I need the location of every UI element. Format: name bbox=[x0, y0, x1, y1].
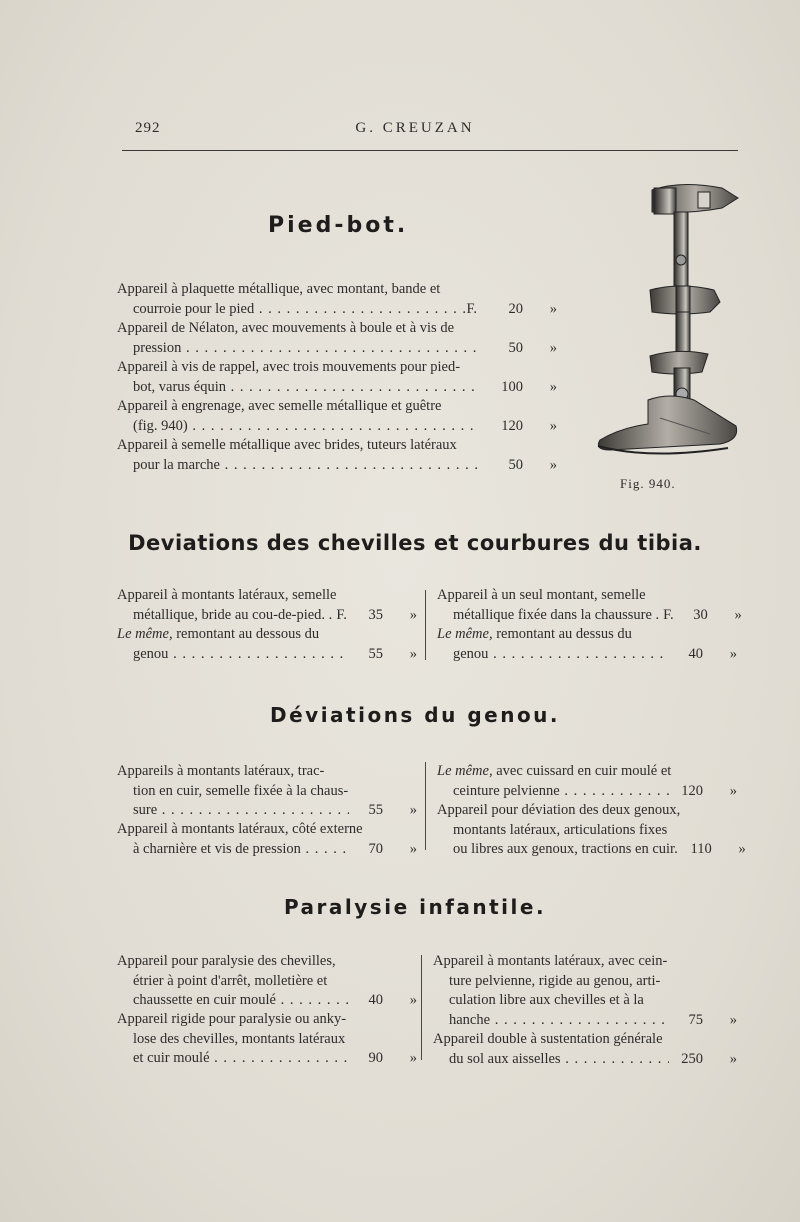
price: 120 bbox=[501, 417, 523, 434]
entry-text: étrier à point d'arrêt, molletière et bbox=[133, 972, 328, 989]
entry-text: métallique fixée dans la chaussure . bbox=[453, 606, 660, 623]
entry-text: métallique, bride au cou-de-pied. . bbox=[133, 606, 333, 623]
leg-brace-illustration-icon bbox=[590, 178, 750, 473]
price-unit: » bbox=[729, 782, 737, 799]
price: 50 bbox=[508, 456, 523, 473]
entry-text-italic: Le même, bbox=[437, 626, 493, 642]
entry-text: remontant au dessous du bbox=[172, 626, 320, 642]
price: 110 bbox=[690, 841, 712, 857]
price-unit: » bbox=[409, 840, 417, 857]
price: 120 bbox=[681, 782, 703, 799]
price: 75 bbox=[688, 1011, 703, 1028]
entry-text: genou . . . bbox=[453, 645, 669, 665]
price-unit: » bbox=[734, 606, 742, 623]
entry-text: tion en cuir, semelle fixée à la chaus- bbox=[133, 782, 349, 799]
entry-text: Appareil à engrenage, avec semelle métallique et guêtre bbox=[117, 398, 442, 414]
entry-text: Appareil à vis de rappel, avec trois mouvements pour pied- bbox=[117, 359, 461, 375]
price-unit: » bbox=[409, 606, 417, 623]
entry-chevilles-left-1 bbox=[117, 586, 417, 625]
entry-pied-bot-5 bbox=[117, 436, 557, 475]
column-divider bbox=[425, 762, 426, 850]
entry-text: sure . . . bbox=[133, 801, 349, 821]
entry-text: pour la marche . . . bbox=[133, 456, 477, 476]
price: 100 bbox=[501, 378, 523, 395]
currency-label: F. bbox=[663, 606, 674, 623]
entry-text: ture pelvienne, rigide au genou, arti- bbox=[449, 972, 661, 989]
section-title-chevilles: Deviations des chevilles et courbures du tibia. bbox=[128, 531, 702, 555]
entry-text: Appareil à un seul montant, semelle bbox=[437, 587, 646, 603]
entry-text: remontant au dessus du bbox=[492, 626, 632, 642]
entry-text: Appareil à montants latéraux, semelle bbox=[117, 587, 337, 603]
entry-text: et cuir moulé . . . bbox=[133, 1049, 349, 1069]
header-rule bbox=[122, 150, 738, 151]
page-number: 292 bbox=[135, 120, 161, 136]
entry-text: bot, varus équin . . . bbox=[133, 378, 477, 398]
price: 30 bbox=[693, 606, 708, 623]
entry-text: Appareil pour paralysie des chevilles, bbox=[117, 953, 336, 969]
entry-pied-bot-4 bbox=[117, 397, 557, 436]
price-unit: » bbox=[549, 417, 557, 434]
entry-text: lose des chevilles, montants latéraux bbox=[133, 1030, 346, 1047]
column-divider bbox=[421, 955, 422, 1060]
entry-text: avec cuissard en cuir moulé et bbox=[492, 763, 672, 779]
price-unit: » bbox=[729, 645, 737, 662]
price-unit: » bbox=[549, 339, 557, 356]
entry-pied-bot-2 bbox=[117, 319, 557, 358]
entry-text: Appareil à plaquette métallique, avec montant, bande et bbox=[117, 281, 441, 297]
entry-text: du sol aux aisselles . . . bbox=[449, 1050, 669, 1070]
entry-paralysie-right-1 bbox=[433, 952, 737, 1030]
entry-text: Appareil pour déviation des deux genoux, bbox=[437, 802, 681, 818]
entry-text: à charnière et vis de pression . . . bbox=[133, 840, 349, 860]
entry-paralysie-right-2 bbox=[433, 1030, 737, 1069]
entry-genou-right-1 bbox=[437, 762, 737, 801]
entry-text: chaussette en cuir moulé . . . bbox=[133, 991, 349, 1011]
price: 40 bbox=[688, 645, 703, 662]
price-unit: » bbox=[729, 1011, 737, 1028]
entry-text: Appareil à semelle métallique avec brides, tuteurs latéraux bbox=[117, 437, 457, 453]
column-divider bbox=[425, 590, 426, 660]
price-unit: » bbox=[409, 802, 417, 818]
price: 55 bbox=[368, 802, 383, 818]
entry-text: pression . . . bbox=[133, 339, 477, 359]
price: 250 bbox=[681, 1050, 703, 1067]
entry-pied-bot-3 bbox=[117, 358, 557, 397]
currency-label: F. bbox=[336, 606, 347, 623]
entry-text: Appareils à montants latéraux, trac- bbox=[117, 763, 325, 779]
price: 55 bbox=[368, 645, 383, 662]
price-unit: » bbox=[549, 456, 557, 473]
price-unit: » bbox=[729, 1050, 737, 1067]
entry-text-italic: Le même, bbox=[437, 763, 493, 779]
section-title-paralysie: Paralysie infantile. bbox=[283, 895, 547, 919]
price-unit: » bbox=[409, 1050, 417, 1066]
price-unit: » bbox=[549, 378, 557, 395]
entry-text: Appareil de Nélaton, avec mouvements à boule et à vis de bbox=[117, 320, 455, 336]
entry-text: culation libre aux chevilles et à la bbox=[449, 992, 644, 1008]
entry-text: genou . . . bbox=[133, 645, 349, 665]
entry-text: (fig. 940) . . . bbox=[133, 417, 477, 437]
price: 50 bbox=[508, 339, 523, 356]
entry-text: Appareil double à sustentation générale bbox=[433, 1031, 663, 1047]
price: 35 bbox=[368, 606, 383, 623]
running-title: G. CREUZAN bbox=[355, 120, 475, 136]
price-unit: » bbox=[549, 300, 557, 317]
entry-pied-bot-1 bbox=[117, 280, 557, 319]
entry-chevilles-right-2 bbox=[437, 625, 737, 664]
entry-text: montants latéraux, articulations fixes bbox=[453, 821, 668, 838]
price: 70 bbox=[368, 840, 383, 857]
entry-genou-left-1 bbox=[117, 762, 417, 821]
currency-label: F. bbox=[466, 300, 477, 317]
price: 20 bbox=[508, 300, 523, 317]
entry-text: hanche . . . bbox=[449, 1011, 669, 1031]
entry-chevilles-left-2 bbox=[117, 625, 417, 664]
price: 90 bbox=[368, 1050, 383, 1066]
entry-text-italic: Le même, bbox=[117, 626, 173, 642]
entry-paralysie-left-1 bbox=[117, 952, 417, 1011]
price-unit: » bbox=[409, 645, 417, 662]
entry-chevilles-right-1 bbox=[437, 586, 742, 625]
section-title-pied-bot: Pied-bot. bbox=[268, 213, 409, 238]
section-title-genou: Déviations du genou. bbox=[269, 703, 561, 727]
entry-paralysie-left-2 bbox=[117, 1010, 417, 1069]
entry-text: ou libres aux genoux, tractions en cuir. bbox=[453, 841, 678, 857]
figure-caption: Fig. 940. bbox=[620, 476, 676, 491]
entry-text: Appareil à montants latéraux, avec cein- bbox=[433, 953, 668, 969]
entry-text: Appareil à montants latéraux, côté externe bbox=[117, 821, 363, 837]
entry-genou-right-2 bbox=[437, 801, 746, 860]
price: 40 bbox=[368, 992, 383, 1008]
price-unit: » bbox=[738, 841, 746, 857]
entry-text: ceinture pelvienne . . . bbox=[453, 782, 669, 802]
entry-text: courroie pour le pied . . . bbox=[133, 300, 466, 320]
entry-genou-left-2 bbox=[117, 820, 417, 859]
entry-text: Appareil rigide pour paralysie ou anky- bbox=[117, 1011, 347, 1027]
price-unit: » bbox=[409, 992, 417, 1008]
